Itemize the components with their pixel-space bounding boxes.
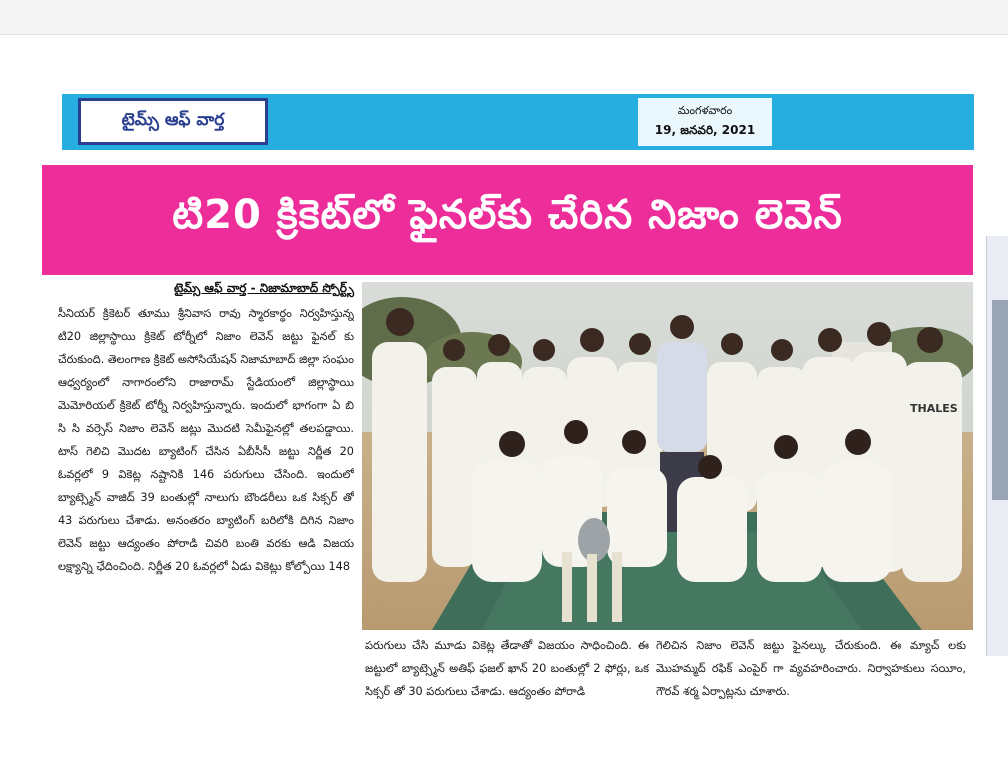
article-column-2: పరుగులు చేసి మూడు వికెట్ల తేడాతో విజయం సాధించింది. ఈ జట్టులో బ్యాట్స్మెన్ అతిఫ్ ఫజల్ ఖాన్ 20 బంతుల్లో 2 ఫోర్లు, ఒక సిక్సర్ తో 30 పరుగులు చేశాడు. ఆద్యంతం పోరాడి (365, 639, 649, 698)
masthead-logo (78, 98, 268, 145)
jersey-sponsor-text: THALES (910, 402, 958, 415)
article-dateline: టైమ్స్ ఆఫ్ వార్త - నిజామాబాద్ స్పోర్ట్స్ (173, 281, 354, 295)
team-photo (362, 282, 973, 630)
article-column-3: గెలిచిన నిజాం లెవెన్ జట్టు ఫైనల్కు చేరుకుంది. ఈ మ్యాచ్ లకు మొహమ్మద్ రఫిక్ ఎంపైర్ గా వ్యవహరించారు. నిర్వాహకులు సయీం, గౌరవ్ శర్మ ఏర్పాట్లను చూశారు. (656, 639, 966, 698)
article-column-1: సీనియర్ క్రికెటర్ తూము శ్రీనివాస రావు స్మారకార్థం నిర్వహిస్తున్న టి20 జిల్లాస్థాయి క్రికెట్ టోర్నీలో నిజాం లెవెన్ జట్టు ఫైనల్ కు చేరుకుంది. తెలంగాణ క్రికెట్ అసోసియేషన్ నిజామాబాద్ జిల్లా సంఘం ఆధ్వర్యంలో నాగారంలోని రాజారామ్ స్టేడియంలో జిల్లాస్థాయి మెమోరియల్ క్రికెట్ టోర్నీ నిర్వహిస్తున్నారు. ఇందులో భాగంగా ఏ బి సి సి వర్సెస్ నిజాం లెవెన్ జట్లు మొదటి సెమీఫైనల్లో తలపడ్డాయి. టాస్ గెలిచి మొదట బ్యాటింగ్ చేసిన ఏబీసీసీ జట్టు నిర్ణీత 20 ఓవర్లలో 9 వికెట్ల నష్టానికి 146 పరుగులు చేసింది. ఇందులో బ్యాట్స్మెన్ వాజిద్ 39 బంతుల్లో నాలుగు బౌండరీలు ఒక సిక్సర్ తో 43 పరుగులు చేశాడు. అనంతరం బ్యాటింగ్ బరిలోకి దిగిన నిజాం లెవెన్ జట్టు ఆద్యంతం పోరాడి చివరి బంతి వరకు ఆడి విజయ లక్ష్యాన్ని ఛేదించింది. నిర్ణీత 20 ఓవర్లలో ఏడు వికెట్లు కోల్పోయి 148 (58, 307, 354, 573)
adjacent-page-image (992, 300, 1008, 500)
headline-text: టి20 క్రికెట్‌లో ఫైనల్‌కు చేరిన నిజాం లెవెన్ (172, 192, 843, 238)
masthead-date-box (638, 98, 772, 146)
masthead-brand-text: టైమ్స్ ఆఫ్ వార్త (121, 109, 225, 130)
browser-top-strip (0, 0, 1008, 35)
masthead-day: మంగళవారం (677, 104, 733, 117)
headline-banner (42, 165, 973, 275)
masthead-date: 19, జనవరి, 2021 (654, 123, 756, 137)
